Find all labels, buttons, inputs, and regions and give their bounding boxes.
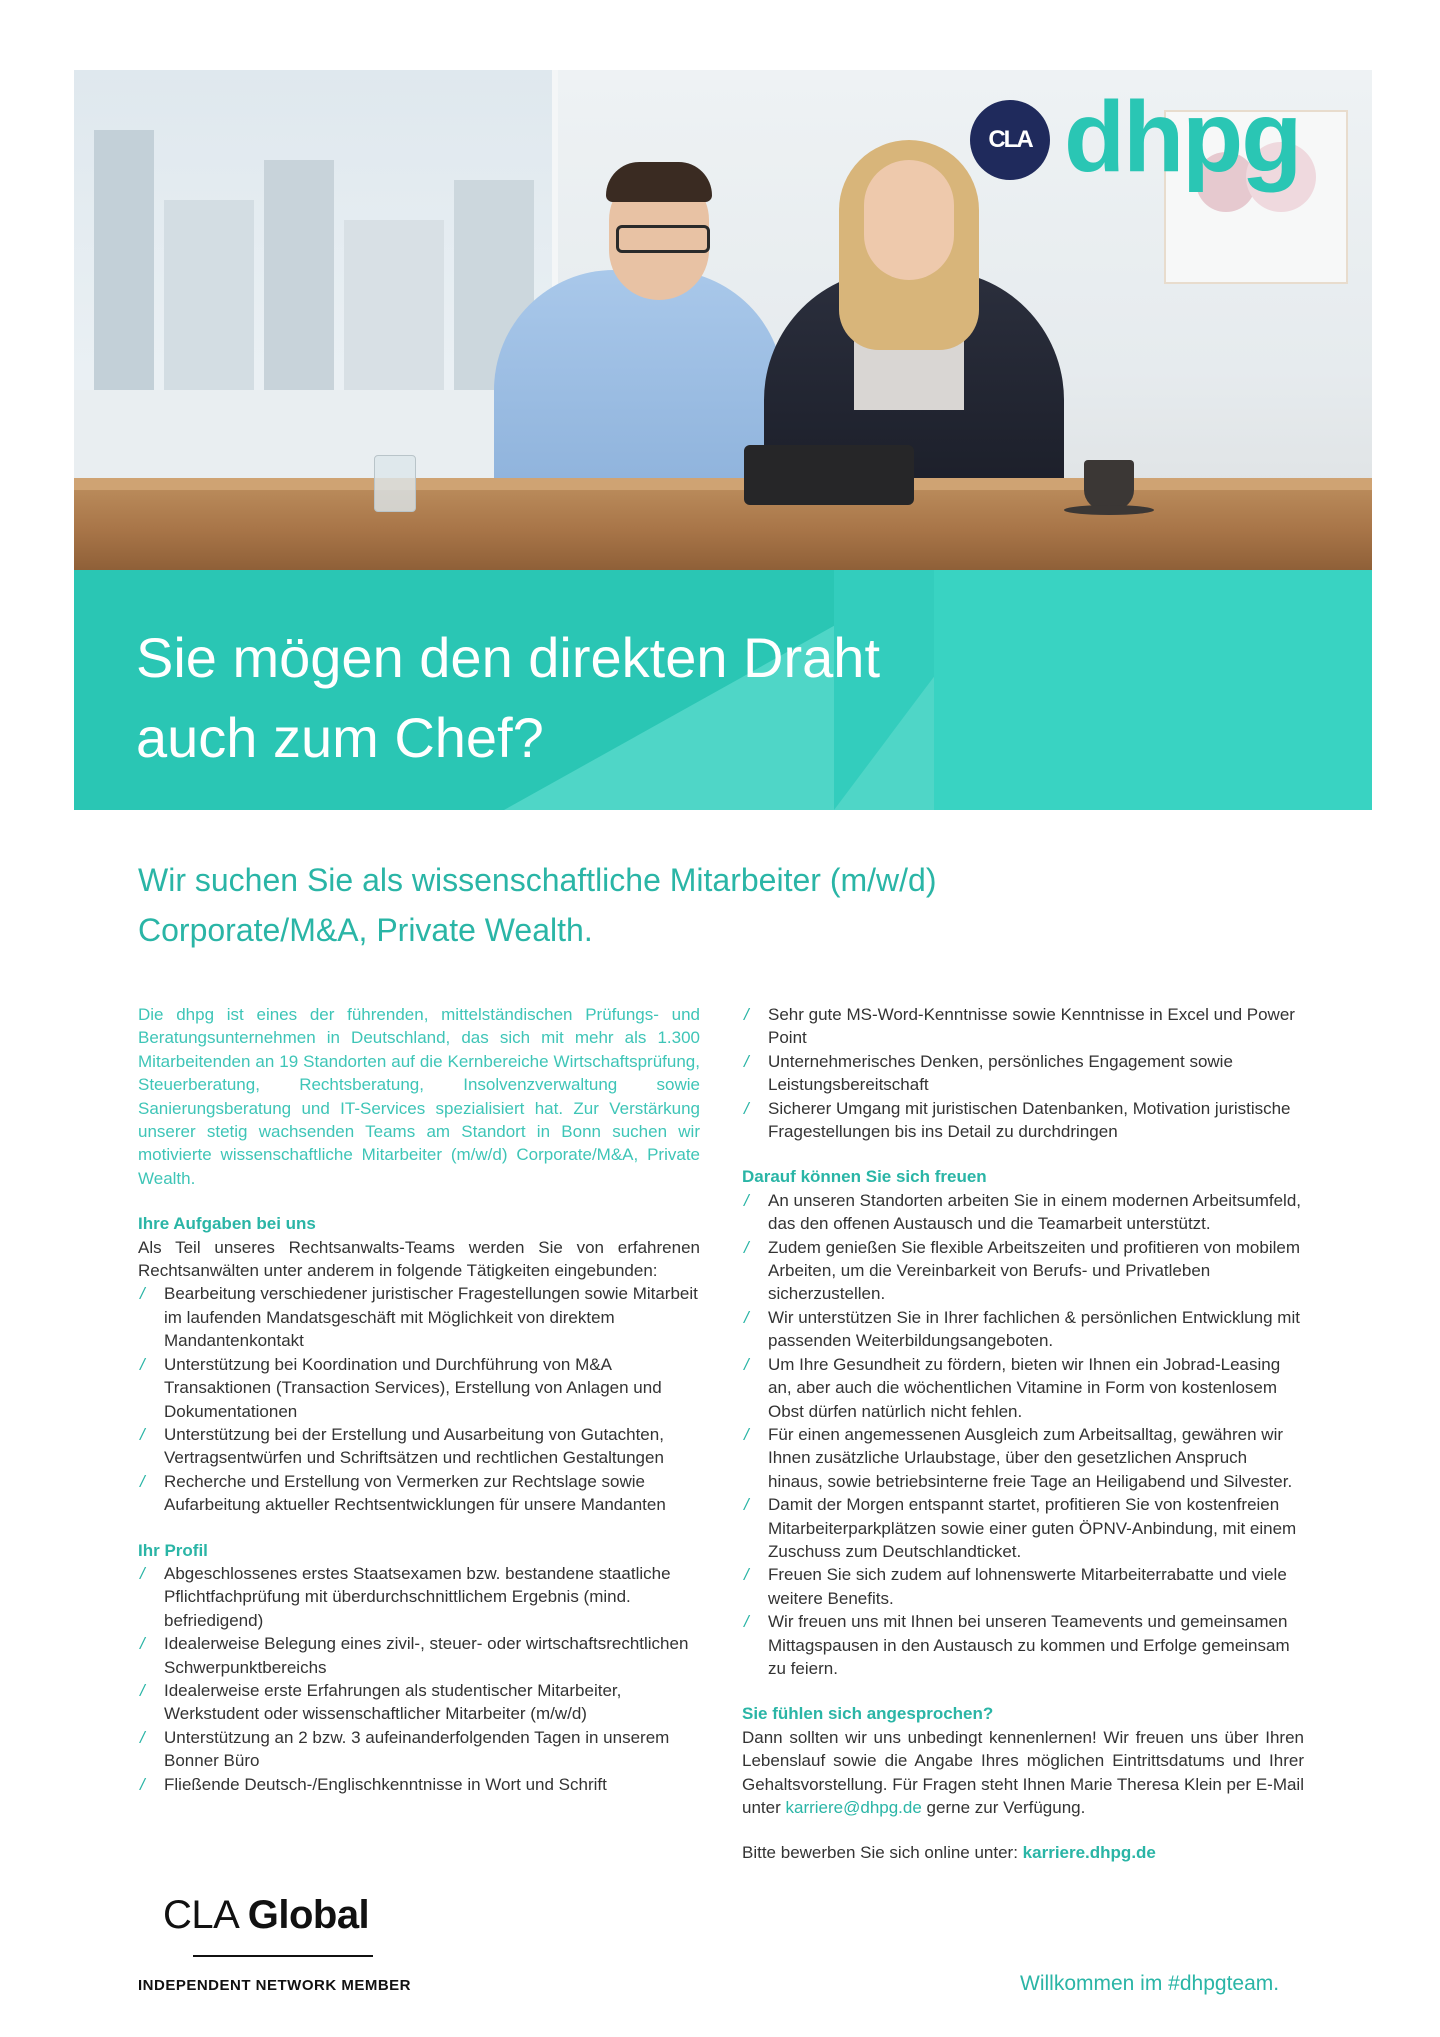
window-sill bbox=[74, 390, 554, 480]
list-item: / Fließende Deutsch-/Englischkenntnisse in Wort und Schrift bbox=[138, 1773, 700, 1796]
list-item: / Idealerweise Belegung eines zivil-, steuer- oder wirtschaftsrechtlichen Schwerpunktbereichs bbox=[138, 1632, 700, 1679]
left-column bbox=[138, 1003, 700, 1796]
list-item: / Unterstützung bei der Erstellung und Ausarbeitung von Gutachten, Vertragsentwürfen und Schriftsätzen und rechtlichen Gestaltungen bbox=[138, 1423, 700, 1470]
section-heading-aufgaben: Ihre Aufgaben bei uns bbox=[138, 1214, 316, 1234]
list-item: / Wir unterstützen Sie in Ihrer fachlichen & persönlichen Entwicklung mit passenden Weiterbildungsangeboten. bbox=[742, 1306, 1304, 1353]
apply-link[interactable]: karriere.dhpg.de bbox=[1022, 1843, 1156, 1863]
headline: Sie mögen den direkten Draht auch zum Chef? bbox=[136, 626, 880, 769]
intro-text: Die dhpg ist eines der führenden, mittelständischen Prüfungs- und Beratungsunternehmen in Deutschland, das sich mit mehr als 1.300 Mitarbeitenden an 19 Standorten auf die Kernbereiche Wirtschaftsprüfung, Steuerberatung, Rechtsberatung, Insolvenzverwaltung sowie Sanierungsberatung und IT-Services spezialisiert hat. Zur Verstärkung unserer stetig wachsenden Teams am Standort in Bonn suchen wir motivierte wissenschaftliche Mitarbeiter (m/w/d) Corporate/M&A, Private Wealth. bbox=[138, 1005, 700, 1188]
list-item: / Unterstützung bei Koordination und Durchführung von M&A Transaktionen (Transaction Services), Erstellung von Anlagen und Dokumentationen bbox=[138, 1353, 700, 1423]
list-item: / Recherche und Erstellung von Vermerken zur Rechtslage sowie Aufarbeitung aktueller Rechtsentwicklungen für unsere Mandanten bbox=[138, 1470, 700, 1517]
list-item: / Bearbeitung verschiedener juristischer Fragestellungen sowie Mitarbeit im laufenden Mandatsgeschäft mit Möglichkeit von direktem Mandantenkontakt bbox=[138, 1282, 700, 1352]
apply-prefix: Bitte bewerben Sie sich online unter: bbox=[742, 1843, 1023, 1863]
contact-email-link[interactable]: karriere@dhpg.de bbox=[785, 1798, 922, 1817]
list-item: / Unternehmerisches Denken, persönliches Engagement sowie Leistungsbereitschaft bbox=[742, 1050, 1304, 1097]
aufgaben-text: Als Teil unseres Rechtsanwalts-Teams werden Sie von erfahrenen Rechtsanwälten unter anderem in folgende Tätigkeiten eingebunden: bbox=[138, 1237, 700, 1281]
welcome-text: Willkommen im #dhpgteam. bbox=[1020, 1972, 1280, 1995]
network-tagline: INDEPENDENT NETWORK MEMBER bbox=[138, 1977, 412, 1994]
list-item: / Unterstützung an 2 bzw. 3 aufeinanderfolgenden Tagen in unserem Bonner Büro bbox=[138, 1726, 700, 1773]
list-item: / Um Ihre Gesundheit zu fördern, bieten wir Ihnen ein Jobrad-Leasing an, aber auch die wöchentlichen Vitamine in Form von kostenlosem Obst dürfen natürlich nicht fehlen. bbox=[742, 1353, 1304, 1423]
list-item: / Wir freuen uns mit Ihnen bei unseren Teamevents und gemeinsamen Mittagspausen in den Austausch zu kommen und Erfolge gemeinsam zu feiern. bbox=[742, 1610, 1304, 1680]
profil-list-continued bbox=[742, 1003, 1304, 1143]
building bbox=[94, 130, 154, 430]
contact-text bbox=[742, 1726, 1304, 1820]
list-item: / Für einen angemessenen Ausgleich zum Arbeitsalltag, gewähren wir Ihnen zusätzliche Urlaubstage, über den gesetzlichen Anspruch hinaus, sowie betriebsinterne freie Tage an Heiligabend und Silvester. bbox=[742, 1423, 1304, 1493]
water-glass bbox=[374, 455, 416, 512]
cla-logo-mark: CLA bbox=[970, 100, 1050, 180]
cla-global-logo bbox=[163, 1893, 369, 1938]
glasses bbox=[616, 225, 710, 253]
list-item: / Sehr gute MS-Word-Kenntnisse sowie Kenntnisse in Excel und Power Point bbox=[742, 1003, 1304, 1050]
profil-list bbox=[138, 1562, 700, 1796]
list-item: / An unseren Standorten arbeiten Sie in einem modernen Arbeitsumfeld, das den offenen Austausch und die Teamarbeit unterstützt. bbox=[742, 1189, 1304, 1236]
contact-text-body: Dann sollten wir uns unbedingt kennenlernen! Wir freuen uns über Ihren Lebenslauf sowie die Angabe Ihres möglichen Eintrittsdatums und Ihrer Gehaltsvorstellung. Für Fragen steht Ihnen Marie Theresa Klein per E-Mail unter bbox=[742, 1727, 1304, 1817]
list-item: / Sicherer Umgang mit juristischen Datenbanken, Motivation juristische Fragestellungen bis ins Detail zu durchdringen bbox=[742, 1097, 1304, 1144]
tablet bbox=[744, 445, 914, 505]
list-item: / Idealerweise erste Erfahrungen als studentischer Mitarbeiter, Werkstudent oder wissenschaftlicher Mitarbeiter (m/w/d) bbox=[138, 1679, 700, 1726]
list-item: / Damit der Morgen entspannt startet, profitieren Sie von kostenfreien Mitarbeiterparkplätzen sowie einer guten ÖPNV-Anbindung, mit einem Zuschuss zum Deutschlandticket. bbox=[742, 1493, 1304, 1563]
headline-banner bbox=[74, 570, 1372, 810]
woman-face bbox=[864, 160, 954, 280]
list-item: / Freuen Sie sich zudem auf lohnenswerte Mitarbeiterrabatte und viele weitere Benefits. bbox=[742, 1563, 1304, 1610]
divider bbox=[193, 1955, 373, 1957]
section-heading-freuen: Darauf können Sie sich freuen bbox=[742, 1167, 987, 1187]
coffee-cup bbox=[1084, 460, 1134, 510]
right-column bbox=[742, 1003, 1304, 1865]
man-shirt bbox=[494, 270, 784, 490]
section-heading-profil: Ihr Profil bbox=[138, 1540, 208, 1560]
list-item: / Abgeschlossenes erstes Staatsexamen bzw. bestandene staatliche Pflichtfachprüfung mit überdurchschnittlichem Ergebnis (mind. befriedigend) bbox=[138, 1562, 700, 1632]
section-heading-contact: Sie fühlen sich angesprochen? bbox=[742, 1704, 994, 1724]
freuen-list bbox=[742, 1189, 1304, 1681]
dhpg-logo: dhpg bbox=[1064, 81, 1301, 193]
table bbox=[74, 490, 1372, 570]
man-hair bbox=[606, 162, 712, 202]
cla-logo-bold: Global bbox=[247, 1893, 370, 1937]
apply-line bbox=[742, 1841, 1304, 1864]
list-item: / Zudem genießen Sie flexible Arbeitszeiten und profitieren von mobilem Arbeiten, um die Vereinbarkeit von Berufs- und Privatleben sicherzustellen. bbox=[742, 1236, 1304, 1306]
aufgaben-list bbox=[138, 1282, 700, 1516]
cla-logo-regular: CLA bbox=[163, 1893, 248, 1937]
saucer bbox=[1064, 505, 1154, 515]
hero-photo bbox=[74, 70, 1372, 570]
job-title: Wir suchen Sie als wissenschaftliche Mitarbeiter (m/w/d) Corporate/M&A, Private Wealth. bbox=[138, 862, 937, 948]
contact-text-end: gerne zur Verfügung. bbox=[921, 1798, 1086, 1817]
